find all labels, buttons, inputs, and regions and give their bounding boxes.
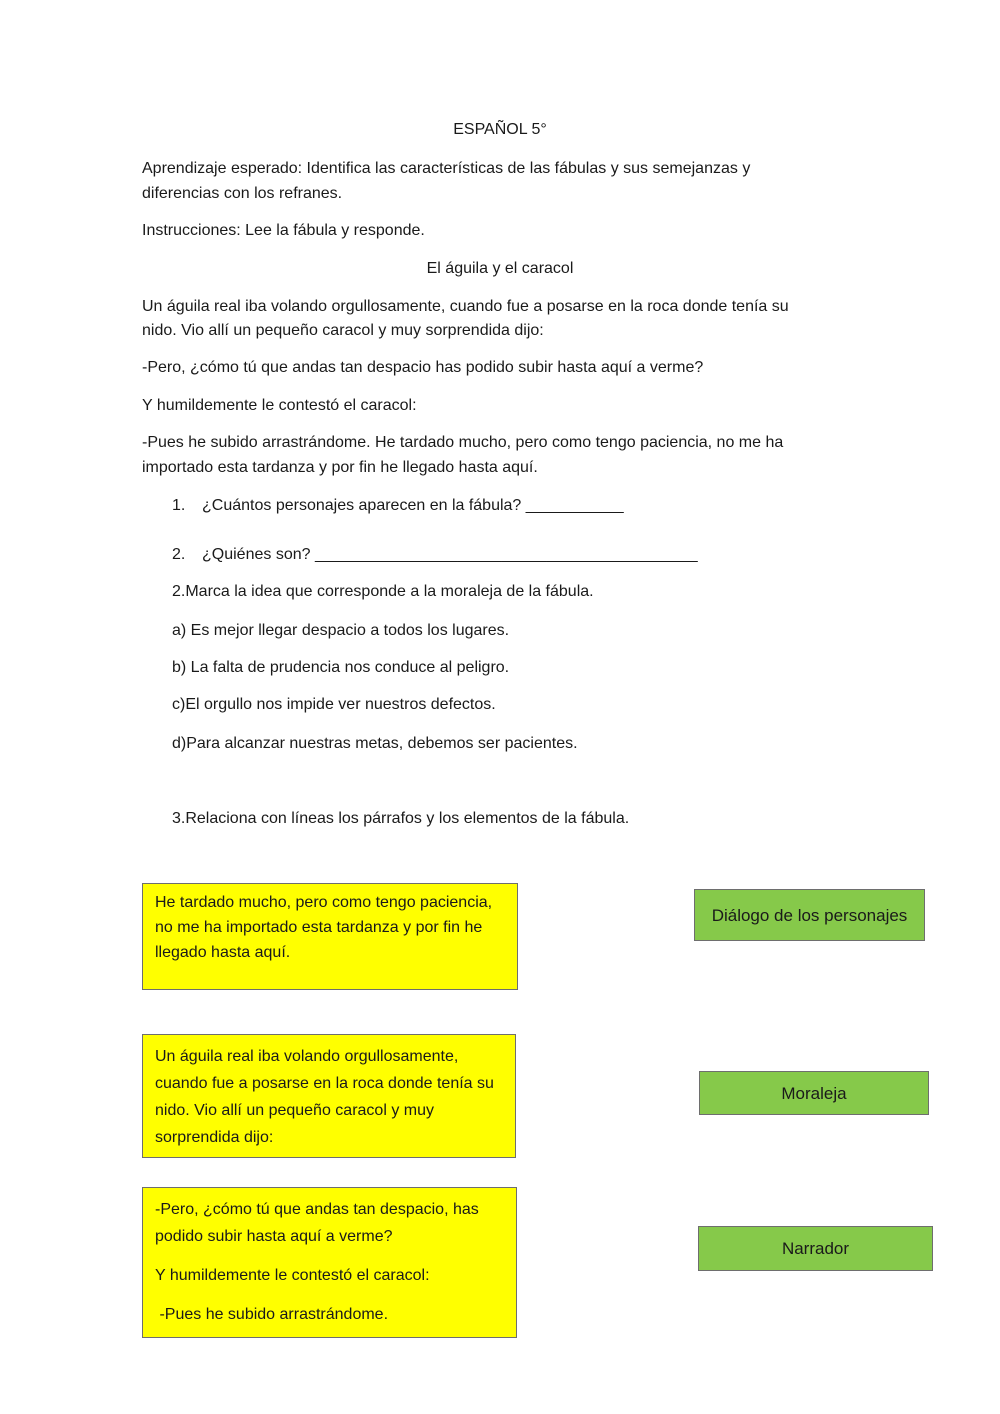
fable-paragraph-2: -Pero, ¿cómo tú que andas tan despacio has podido subir hasta aquí a verme? (142, 359, 704, 376)
instructions: Instrucciones: Lee la fábula y responde. (142, 222, 425, 239)
option-d: d)Para alcanzar nuestras metas, debemos ser pacientes. (172, 735, 578, 752)
element-box-dialogo[interactable] (694, 889, 925, 941)
question-4-prompt: 3.Relaciona con líneas los párrafos y los elementos de la fábula. (172, 810, 630, 827)
element-box-moraleja[interactable] (699, 1071, 929, 1115)
paragraph-box-3[interactable] (142, 1187, 517, 1338)
question-1: ¿Cuántos personajes aparecen en la fábula? ___________ (202, 497, 624, 514)
option-b: b) La falta de prudencia nos conduce al peligro. (172, 659, 510, 676)
paragraph-box-2[interactable] (142, 1034, 516, 1158)
question-2-number: 2. (172, 546, 186, 563)
option-c: c)El orgullo nos impide ver nuestros defectos. (172, 696, 496, 713)
element-box-dialogo-label: Diálogo de los personajes (711, 905, 908, 925)
paragraph-box-3-line-2: Y humildemente le contestó el caracol: (155, 1267, 430, 1284)
fable-paragraph-3: Y humildemente le contestó el caracol: (142, 397, 417, 414)
paragraph-box-1-text: He tardado mucho, pero como tengo paciencia, no me ha importado esta tardanza y por fin he llegado hasta aquí. (155, 894, 493, 961)
fable-paragraph-4-line-1: -Pues he subido arrastrándome. He tardado mucho, pero como tengo paciencia, no me ha (142, 434, 784, 451)
question-2: ¿Quiénes son? ___________________________________________ (202, 546, 698, 563)
element-box-narrador[interactable] (698, 1226, 933, 1271)
paragraph-box-3-line-3: -Pues he subido arrastrándome. (155, 1306, 389, 1323)
fable-paragraph-1-line-1: Un águila real iba volando orgullosamente, cuando fue a posarse en la roca donde tenía su (142, 298, 789, 315)
option-a: a) Es mejor llegar despacio a todos los lugares. (172, 622, 510, 639)
fable-title: El águila y el caracol (426, 260, 574, 277)
objective-line-2: diferencias con los refranes. (142, 185, 343, 202)
page-title: ESPAÑOL 5° (453, 121, 547, 138)
question-1-number: 1. (172, 497, 186, 514)
fable-paragraph-1-line-2: nido. Vio allí un pequeño caracol y muy sorprendida dijo: (142, 322, 544, 339)
paragraph-box-1[interactable] (142, 883, 518, 990)
paragraph-box-3-line-1: -Pero, ¿cómo tú que andas tan despacio, has podido subir hasta aquí a verme? (155, 1201, 479, 1245)
fable-paragraph-4-line-2: importado esta tardanza y por fin he llegado hasta aquí. (142, 459, 538, 476)
paragraph-box-2-text: Un águila real iba volando orgullosamente, cuando fue a posarse en la roca donde tenía su nido. Vio allí un pequeño caracol y muy sorprendida dijo: (155, 1048, 494, 1146)
question-3-prompt: 2.Marca la idea que corresponde a la moraleja de la fábula. (172, 583, 594, 600)
element-box-narrador-label: Narrador (781, 1239, 850, 1258)
element-box-moraleja-label: Moraleja (781, 1083, 847, 1103)
objective-line-1: Aprendizaje esperado: Identifica las características de las fábulas y sus semejanzas y (142, 160, 751, 177)
